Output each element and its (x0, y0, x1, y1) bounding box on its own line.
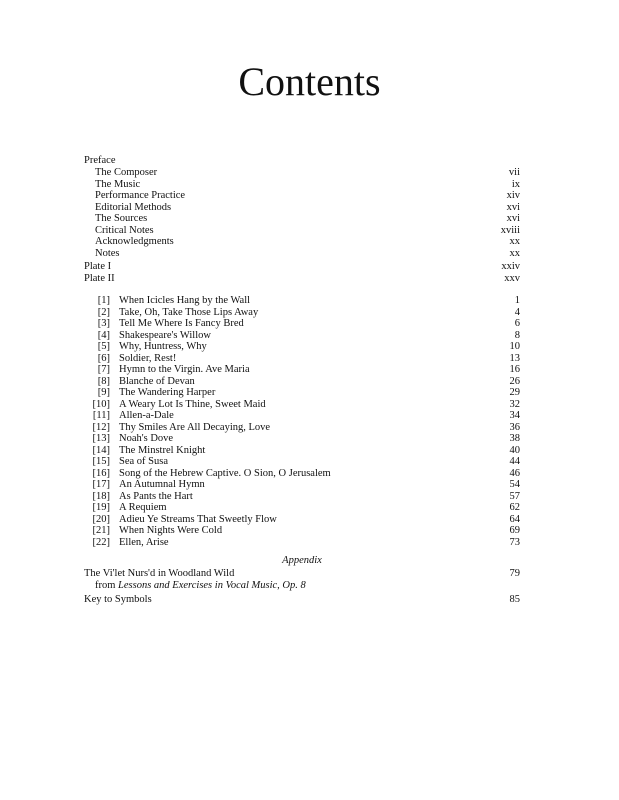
song-title: Tell Me Where Is Fancy Bred (119, 318, 244, 329)
toc-page-number: 10 (509, 341, 520, 352)
toc-page-number: vii (508, 167, 520, 178)
toc-entry-plate[interactable] (84, 261, 520, 273)
song-title: Adieu Ye Streams That Sweetly Flow (119, 513, 277, 525)
song-title: As Pants the Hart (119, 490, 193, 502)
toc-page-number: 16 (509, 364, 520, 375)
song-title: Ellen, Arise (119, 536, 169, 548)
song-title: When Nights Were Cold (119, 525, 223, 536)
song-title: Hymn to the Virgin. Ave Maria (119, 364, 250, 375)
toc-label: Performance Practice (95, 190, 186, 201)
toc-page-number: 38 (509, 433, 520, 444)
toc-entry[interactable] (84, 213, 520, 225)
source-title: Lessons and Exercises in Vocal Music, Op. 8 (118, 580, 306, 591)
toc-entry[interactable] (84, 236, 520, 248)
song-number: [19] (92, 502, 110, 513)
song-entry[interactable] (84, 364, 520, 376)
song-number: [9] (97, 387, 110, 398)
song-title: Song of the Hebrew Captive. O Sion, O Jerusalem (119, 467, 331, 479)
toc-page-number: 6 (514, 318, 520, 329)
song-number: [18] (92, 490, 110, 502)
song-entry[interactable] (84, 433, 520, 445)
toc-page-number: 44 (509, 456, 520, 467)
song-entry[interactable] (84, 514, 520, 526)
toc-page-number: ix (511, 178, 520, 190)
song-number: [2] (97, 306, 110, 318)
song-entry[interactable] (84, 491, 520, 503)
song-title: Blanche of Devan (119, 375, 195, 387)
toc-entry[interactable] (84, 248, 520, 260)
song-number: [21] (92, 525, 110, 536)
toc-label: Plate I (84, 261, 112, 272)
toc-label: The Music (95, 178, 141, 190)
song-number: [1] (97, 295, 110, 306)
toc-label: Notes (95, 247, 120, 259)
toc-page-number: xx (509, 247, 520, 259)
song-entry[interactable] (84, 537, 520, 549)
song-number: [22] (92, 536, 110, 548)
song-title: Noah's Dove (119, 433, 174, 444)
toc-page-number: 32 (509, 398, 520, 410)
toc-page-number: xvi (506, 201, 520, 213)
song-title: When Icicles Hang by the Wall (119, 295, 251, 306)
song-title: Allen-a-Dale (119, 410, 174, 421)
toc-page-number: 13 (509, 352, 520, 364)
song-entry[interactable] (84, 353, 520, 365)
song-entry[interactable] (84, 399, 520, 411)
song-title: Soldier, Rest! (119, 352, 177, 364)
song-entry[interactable] (84, 468, 520, 480)
song-number: [7] (97, 364, 110, 375)
toc-page-number: xxiv (501, 261, 520, 272)
toc-label: Critical Notes (95, 224, 154, 236)
song-number: [16] (92, 467, 110, 479)
toc-entry[interactable] (84, 225, 520, 237)
song-number: [20] (92, 513, 110, 525)
song-title: Take, Oh, Take Those Lips Away (119, 306, 259, 318)
song-number: [15] (92, 456, 110, 467)
song-number: [5] (97, 341, 110, 352)
song-number: [3] (97, 318, 110, 329)
song-title: Why, Huntress, Why (119, 341, 207, 352)
song-entry[interactable] (84, 307, 520, 319)
song-entry[interactable] (84, 502, 520, 514)
song-title: A Weary Lot Is Thine, Sweet Maid (119, 398, 266, 410)
toc-page-number: xviii (500, 224, 520, 236)
toc-page-number: 29 (509, 387, 520, 398)
toc-page-number: 57 (509, 490, 520, 502)
toc-entry-plate[interactable] (84, 273, 520, 285)
toc-page-number: xx (509, 236, 520, 247)
toc-label: Plate II (84, 272, 115, 284)
toc-page-number: 69 (509, 525, 520, 536)
song-entry[interactable] (84, 445, 520, 457)
song-entry[interactable] (84, 387, 520, 399)
toc-entry[interactable] (84, 190, 520, 202)
toc-entry[interactable] (84, 167, 520, 179)
toc-page-number: 4 (514, 306, 520, 318)
song-entry[interactable] (84, 422, 520, 434)
toc-page-number: 79 (509, 568, 520, 579)
appendix-heading: Appendix (282, 555, 322, 566)
toc-entry[interactable] (84, 179, 520, 191)
page-title: Contents (238, 59, 381, 104)
song-title: Thy Smiles Are All Decaying, Love (119, 421, 271, 433)
song-number: [11] (92, 410, 110, 421)
song-entry[interactable] (84, 525, 520, 537)
song-title: Shakespeare's Willow (119, 329, 211, 341)
song-title: The Wandering Harper (119, 387, 216, 398)
toc-page-number: 85 (509, 594, 520, 605)
song-number: [17] (92, 479, 110, 490)
song-title: An Autumnal Hymn (119, 479, 205, 490)
toc-label: The Sources (95, 213, 148, 224)
toc-page-number: 34 (509, 410, 520, 421)
toc-entry-preface[interactable] (84, 155, 520, 167)
song-title: The Minstrel Knight (119, 444, 206, 456)
song-entry[interactable] (84, 479, 520, 491)
toc-page-number: 40 (509, 444, 520, 456)
toc-page-number: xiv (506, 190, 520, 201)
toc-label: Key to Symbols (84, 594, 152, 605)
song-title: A Requiem (119, 502, 167, 513)
toc-page-number: 46 (509, 467, 520, 479)
source-prefix: from (95, 580, 116, 591)
toc-page-number: 62 (509, 502, 520, 513)
song-entry[interactable] (84, 456, 520, 468)
song-number: [14] (92, 444, 110, 456)
toc-page-number: 1 (514, 295, 520, 306)
toc-entry-appendix[interactable] (84, 568, 520, 580)
toc-page-number: 36 (509, 421, 520, 433)
song-number: [6] (97, 352, 110, 364)
song-entry[interactable] (84, 330, 520, 342)
toc-entry[interactable] (84, 202, 520, 214)
song-number: [10] (92, 398, 110, 410)
song-title: Sea of Susa (119, 456, 168, 467)
song-entry[interactable] (84, 341, 520, 353)
toc-page-number: xxv (504, 272, 520, 284)
song-entry[interactable] (84, 410, 520, 422)
toc-page-number: 54 (509, 479, 520, 490)
toc-page-number: 64 (509, 513, 520, 525)
toc-label: Acknowledgments (95, 236, 174, 247)
toc-page-number: 26 (509, 375, 520, 387)
toc-entry-key[interactable] (84, 594, 520, 606)
toc-label: The Vi'let Nurs'd in Woodland Wild (84, 568, 235, 579)
toc-label: Editorial Methods (95, 201, 172, 213)
song-number: [8] (97, 375, 110, 387)
appendix-source (95, 580, 306, 592)
toc-page-number: 8 (514, 329, 520, 341)
toc-page-number: 73 (509, 536, 520, 548)
toc-page-number: xvi (506, 213, 520, 224)
song-entry[interactable] (84, 376, 520, 388)
song-entry[interactable] (84, 318, 520, 330)
song-number: [13] (92, 433, 110, 444)
song-number: [12] (92, 421, 110, 433)
toc-label: The Composer (95, 167, 158, 178)
song-number: [4] (97, 329, 110, 341)
song-entry[interactable] (84, 295, 520, 307)
toc-label: Preface (84, 155, 116, 166)
